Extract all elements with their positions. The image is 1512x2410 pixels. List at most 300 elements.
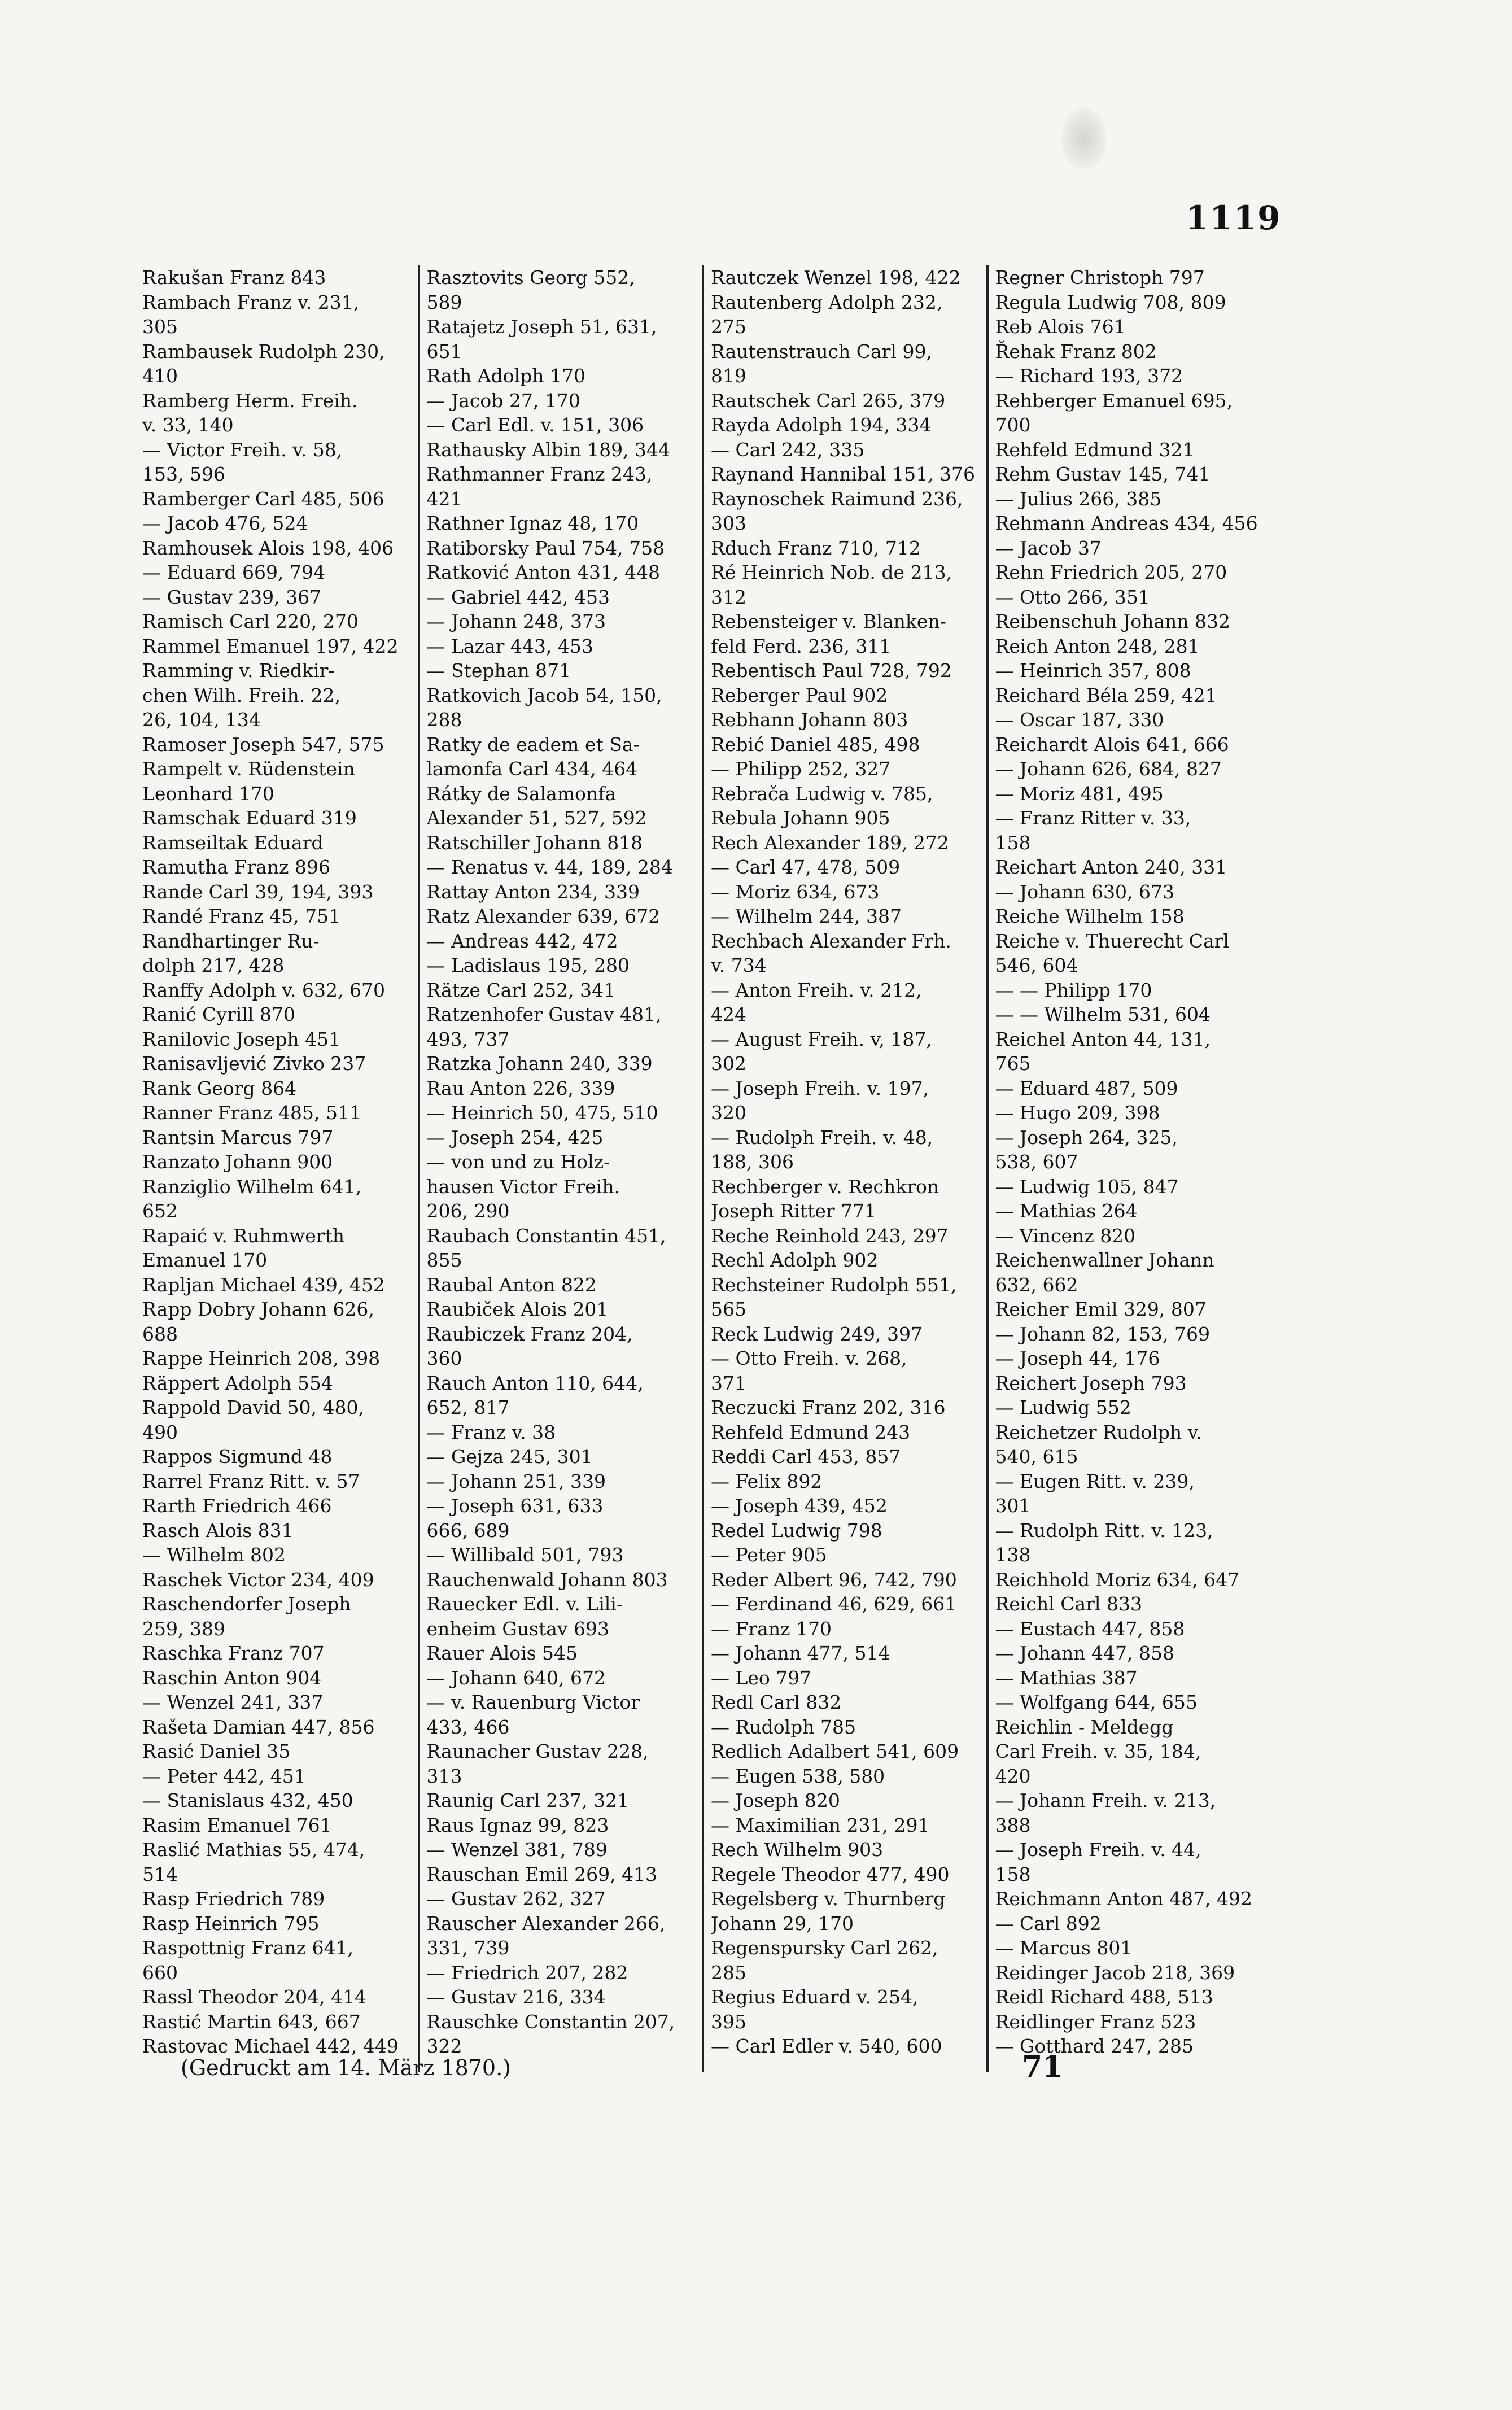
index-entry: Regelsberg v. Thurnberg bbox=[711, 1888, 946, 1910]
index-entry: — Joseph 44, 176 bbox=[995, 1347, 1160, 1369]
index-entry: Rehm Gustav 145, 741 bbox=[995, 463, 1211, 485]
index-entry: Ramming v. Riedkir- bbox=[142, 660, 335, 682]
index-entry: — Eduard 669, 794 bbox=[142, 561, 325, 583]
index-entry: Ratky de eadem et Sa- bbox=[426, 733, 640, 756]
index-entry: Reichert Joseph 793 bbox=[995, 1372, 1187, 1394]
index-entry: Reiche v. Thuerecht Carl bbox=[995, 929, 1229, 952]
index-entry: — Joseph Freih. v. 197, bbox=[711, 1077, 929, 1099]
index-entry: Rarrel Franz Ritt. v. 57 bbox=[142, 1470, 360, 1492]
index-entry: — Felix 892 bbox=[711, 1470, 823, 1492]
index-entry: — Mathias 387 bbox=[995, 1666, 1138, 1689]
index-entry: Rech Wilhelm 903 bbox=[711, 1839, 884, 1861]
index-entry: — Franz v. 38 bbox=[426, 1421, 556, 1443]
index-entry: Rauscher Alexander 266, bbox=[426, 1912, 666, 1935]
index-entry: — Gustav 262, 327 bbox=[426, 1888, 606, 1910]
index-entry: Rastovac Michael 442, 449 bbox=[142, 2035, 399, 2057]
index-entry: Leonhard 170 bbox=[142, 782, 274, 805]
index-entry: Ratschiller Johann 818 bbox=[426, 831, 643, 854]
index-entry: 540, 615 bbox=[995, 1446, 1078, 1468]
index-entry: Redlich Adalbert 541, 609 bbox=[711, 1740, 959, 1762]
index-column-2 bbox=[420, 265, 705, 2072]
index-entry: Rautenberg Adolph 232, bbox=[711, 291, 943, 313]
index-entry: Ratkovich Jacob 54, 150, bbox=[426, 684, 662, 706]
index-entry: Rechberger v. Rechkron bbox=[711, 1175, 939, 1198]
index-entry: — Johann 640, 672 bbox=[426, 1666, 606, 1689]
index-entry: 765 bbox=[995, 1053, 1031, 1075]
index-entry: — Ladislaus 195, 280 bbox=[426, 954, 630, 976]
index-entry: Carl Freih. v. 35, 184, bbox=[995, 1740, 1201, 1762]
index-entry: 259, 389 bbox=[142, 1617, 225, 1640]
index-entry: — Wolfgang 644, 655 bbox=[995, 1691, 1198, 1713]
index-entry: — Gotthard 247, 285 bbox=[995, 2035, 1194, 2057]
index-entry: Rebhann Johann 803 bbox=[711, 709, 908, 731]
index-entry: Rautschek Carl 265, 379 bbox=[711, 389, 946, 412]
index-entry: — Julius 266, 385 bbox=[995, 487, 1162, 510]
index-entry: Rauch Anton 110, 644, bbox=[426, 1372, 644, 1394]
index-entry: Raubal Anton 822 bbox=[426, 1273, 597, 1296]
index-entry: — Eduard 487, 509 bbox=[995, 1077, 1178, 1099]
index-column-1 bbox=[136, 265, 420, 2072]
index-entry: Raubiczek Franz 204, bbox=[426, 1322, 633, 1345]
index-entry: — — Philipp 170 bbox=[995, 979, 1152, 1001]
index-entry: — Oscar 187, 330 bbox=[995, 709, 1164, 731]
index-entry: Reichenwallner Johann bbox=[995, 1249, 1214, 1271]
index-entry: Rayda Adolph 194, 334 bbox=[711, 414, 932, 436]
index-entry: Raubach Constantin 451, bbox=[426, 1224, 666, 1247]
index-entry: — August Freih. v, 187, bbox=[711, 1028, 932, 1050]
index-entry: Reichart Anton 240, 331 bbox=[995, 856, 1227, 878]
index-entry: Emanuel 170 bbox=[142, 1249, 268, 1271]
index-entry: 305 bbox=[142, 316, 178, 338]
index-entry: Ranzato Johann 900 bbox=[142, 1151, 333, 1173]
index-entry: — Rudolph Freih. v. 48, bbox=[711, 1126, 933, 1149]
index-entry: Rasim Emanuel 761 bbox=[142, 1814, 332, 1836]
index-entry: 855 bbox=[426, 1249, 462, 1271]
index-entry: — Mathias 264 bbox=[995, 1200, 1138, 1222]
index-entry: 303 bbox=[711, 512, 746, 534]
index-entry: — Eugen Ritt. v. 239, bbox=[995, 1470, 1195, 1492]
index-entry: Rauschke Constantin 207, bbox=[426, 2010, 675, 2033]
index-entry: 285 bbox=[711, 1961, 746, 1984]
index-entry: Ratiborsky Paul 754, 758 bbox=[426, 536, 665, 559]
index-entry: Rech Alexander 189, 272 bbox=[711, 831, 949, 854]
index-entry: Rathausky Albin 189, 344 bbox=[426, 438, 671, 461]
index-entry: — Joseph 439, 452 bbox=[711, 1495, 888, 1517]
index-entry: — Joseph Freih. v. 44, bbox=[995, 1839, 1201, 1861]
index-entry: Reichel Anton 44, 131, bbox=[995, 1028, 1211, 1050]
index-entry: — Johann Freih. v. 213, bbox=[995, 1789, 1216, 1811]
index-entry: — Jacob 37 bbox=[995, 536, 1102, 559]
index-entry: chen Wilh. Freih. 22, bbox=[142, 684, 341, 706]
index-entry: — Marcus 801 bbox=[995, 1937, 1133, 1959]
index-entry: Reich Anton 248, 281 bbox=[995, 635, 1200, 657]
index-entry: Reder Albert 96, 742, 790 bbox=[711, 1568, 957, 1591]
index-entry: Rassl Theodor 204, 414 bbox=[142, 1986, 367, 2008]
index-entry: Rarth Friedrich 466 bbox=[142, 1495, 332, 1517]
index-entry: Alexander 51, 527, 592 bbox=[426, 807, 647, 829]
index-entry: 302 bbox=[711, 1053, 746, 1075]
index-entry: — Ludwig 105, 847 bbox=[995, 1175, 1179, 1198]
index-entry: Rašeta Damian 447, 856 bbox=[142, 1715, 375, 1738]
index-entry: — Willibald 501, 793 bbox=[426, 1544, 624, 1566]
index-entry: — Joseph 820 bbox=[711, 1789, 840, 1811]
index-entry: — Philipp 252, 327 bbox=[711, 758, 891, 780]
index-column-4 bbox=[989, 265, 1271, 2072]
index-entry: Rambausek Rudolph 230, bbox=[142, 340, 385, 363]
index-entry: Rastić Martin 643, 667 bbox=[142, 2010, 361, 2033]
index-column-3 bbox=[704, 265, 989, 2072]
index-entry: Raubiček Alois 201 bbox=[426, 1298, 609, 1320]
index-entry: Ré Heinrich Nob. de 213, bbox=[711, 561, 952, 583]
index-entry: 514 bbox=[142, 1863, 178, 1885]
index-entry: v. 734 bbox=[711, 954, 767, 976]
index-entry: 565 bbox=[711, 1298, 746, 1320]
index-entry: Reidl Richard 488, 513 bbox=[995, 1986, 1213, 2008]
index-entry: Ramseiltak Eduard bbox=[142, 831, 324, 854]
index-entry: — Hugo 209, 398 bbox=[995, 1102, 1160, 1124]
index-entry: 275 bbox=[711, 316, 746, 338]
index-entry: — Joseph 631, 633 bbox=[426, 1495, 604, 1517]
index-entry: Rauecker Edl. v. Lili- bbox=[426, 1593, 623, 1615]
index-entry: Řehak Franz 802 bbox=[995, 340, 1157, 363]
index-entry: Reb Alois 761 bbox=[995, 316, 1126, 338]
index-entry: Rande Carl 39, 194, 393 bbox=[142, 880, 374, 903]
index-entry: Rasp Friedrich 789 bbox=[142, 1888, 325, 1910]
printed-date-note: (Gedruckt am 14. März 1870.) bbox=[181, 2055, 512, 2080]
index-entry: Rakušan Franz 843 bbox=[142, 267, 326, 289]
index-entry: Rasztovits Georg 552, bbox=[426, 267, 635, 289]
index-entry: — von und zu Holz- bbox=[426, 1151, 610, 1173]
index-entry: Rehmann Andreas 434, 456 bbox=[995, 512, 1258, 534]
index-entry: 322 bbox=[426, 2035, 462, 2057]
index-entry: Raynand Hannibal 151, 376 bbox=[711, 463, 976, 485]
index-entry: Rau Anton 226, 339 bbox=[426, 1077, 615, 1099]
index-entry: 589 bbox=[426, 291, 462, 313]
index-entry: Raschendorfer Joseph bbox=[142, 1593, 351, 1615]
index-entry: Rapljan Michael 439, 452 bbox=[142, 1273, 385, 1296]
index-entry: Reczucki Franz 202, 316 bbox=[711, 1396, 946, 1418]
index-entry: 371 bbox=[711, 1372, 746, 1394]
index-entry: Johann 29, 170 bbox=[711, 1912, 854, 1935]
index-columns bbox=[136, 265, 1270, 2072]
index-entry: — Heinrich 50, 475, 510 bbox=[426, 1102, 658, 1124]
index-entry: 301 bbox=[995, 1495, 1031, 1517]
index-entry: — Peter 442, 451 bbox=[142, 1765, 306, 1787]
index-entry: Raus Ignaz 99, 823 bbox=[426, 1814, 609, 1836]
index-entry: — Johann 477, 514 bbox=[711, 1642, 890, 1664]
index-entry: Ramberger Carl 485, 506 bbox=[142, 487, 384, 510]
index-entry: Reiche Wilhelm 158 bbox=[995, 905, 1185, 927]
index-entry: Raschek Victor 234, 409 bbox=[142, 1568, 374, 1591]
index-entry: — Vincenz 820 bbox=[995, 1224, 1136, 1247]
index-entry: 312 bbox=[711, 586, 746, 608]
index-entry: — Carl 242, 335 bbox=[711, 438, 865, 461]
index-entry: 420 bbox=[995, 1765, 1031, 1787]
index-entry: Reicher Emil 329, 807 bbox=[995, 1298, 1207, 1320]
index-entry: — Otto 266, 351 bbox=[995, 586, 1150, 608]
index-entry: — Ferdinand 46, 629, 661 bbox=[711, 1593, 957, 1615]
index-entry: Rantsin Marcus 797 bbox=[142, 1126, 334, 1149]
index-entry: Rátky de Salamonfa bbox=[426, 782, 617, 805]
index-entry: Rebula Johann 905 bbox=[711, 807, 890, 829]
index-entry: — Andreas 442, 472 bbox=[426, 929, 618, 952]
index-entry: 493, 737 bbox=[426, 1028, 510, 1050]
index-entry: Reichhold Moriz 634, 647 bbox=[995, 1568, 1240, 1591]
index-entry: 188, 306 bbox=[711, 1151, 794, 1173]
index-entry: Rappos Sigmund 48 bbox=[142, 1446, 333, 1468]
index-entry: Ramhousek Alois 198, 406 bbox=[142, 536, 394, 559]
index-entry: — Maximilian 231, 291 bbox=[711, 1814, 930, 1836]
index-entry: Rebrača Ludwig v. 785, bbox=[711, 782, 933, 805]
index-entry: — Anton Freih. v. 212, bbox=[711, 979, 922, 1001]
index-entry: 538, 607 bbox=[995, 1151, 1078, 1173]
index-entry: Rautczek Wenzel 198, 422 bbox=[711, 267, 961, 289]
index-entry: Rehn Friedrich 205, 270 bbox=[995, 561, 1227, 583]
index-entry: — Peter 905 bbox=[711, 1544, 827, 1566]
index-entry: Ranić Cyrill 870 bbox=[142, 1003, 295, 1025]
index-entry: 395 bbox=[711, 2010, 746, 2033]
index-entry: — Wenzel 241, 337 bbox=[142, 1691, 324, 1713]
index-entry: Reichl Carl 833 bbox=[995, 1593, 1142, 1615]
index-entry: Raschka Franz 707 bbox=[142, 1642, 325, 1664]
index-entry: Reichardt Alois 641, 666 bbox=[995, 733, 1229, 756]
index-entry: Rautenstrauch Carl 99, bbox=[711, 340, 932, 363]
index-entry: Rapp Dobry Johann 626, bbox=[142, 1298, 374, 1320]
index-entry: 388 bbox=[995, 1814, 1031, 1836]
index-entry: 410 bbox=[142, 365, 178, 387]
index-entry: — Renatus v. 44, 189, 284 bbox=[426, 856, 673, 878]
index-entry: — Friedrich 207, 282 bbox=[426, 1961, 628, 1984]
index-entry: 652, 817 bbox=[426, 1396, 510, 1418]
index-entry: Reddi Carl 453, 857 bbox=[711, 1446, 901, 1468]
index-entry: Reichetzer Rudolph v. bbox=[995, 1421, 1202, 1443]
index-entry: Rduch Franz 710, 712 bbox=[711, 536, 921, 559]
index-entry: 26, 104, 134 bbox=[142, 709, 261, 731]
index-entry: Rapaić v. Ruhmwerth bbox=[142, 1224, 345, 1247]
index-entry: 313 bbox=[426, 1765, 462, 1787]
index-entry: — Jacob 476, 524 bbox=[142, 512, 308, 534]
index-entry: Rathner Ignaz 48, 170 bbox=[426, 512, 639, 534]
index-entry: — Johann 251, 339 bbox=[426, 1470, 606, 1492]
index-entry: — Johann 630, 673 bbox=[995, 880, 1174, 903]
index-entry: Reichard Béla 259, 421 bbox=[995, 684, 1217, 706]
index-entry: Rasić Daniel 35 bbox=[142, 1740, 291, 1762]
index-entry: 158 bbox=[995, 831, 1031, 854]
index-entry: Raunig Carl 237, 321 bbox=[426, 1789, 630, 1811]
index-entry: Ratzka Johann 240, 339 bbox=[426, 1053, 653, 1075]
index-entry: — Carl Edl. v. 151, 306 bbox=[426, 414, 644, 436]
index-entry: — Gustav 239, 367 bbox=[142, 586, 322, 608]
index-entry: — Wenzel 381, 789 bbox=[426, 1839, 608, 1861]
index-entry: Regenspursky Carl 262, bbox=[711, 1937, 938, 1959]
index-entry: 360 bbox=[426, 1347, 462, 1369]
index-entry: Reidlinger Franz 523 bbox=[995, 2010, 1196, 2033]
index-entry: — Johann 82, 153, 769 bbox=[995, 1322, 1210, 1345]
index-entry: Ramschak Eduard 319 bbox=[142, 807, 357, 829]
index-entry: — Wilhelm 802 bbox=[142, 1544, 286, 1566]
index-entry: — Franz 170 bbox=[711, 1617, 832, 1640]
index-entry: Reichlin - Meldegg bbox=[995, 1715, 1174, 1738]
index-entry: 700 bbox=[995, 414, 1031, 436]
index-entry: Rebić Daniel 485, 498 bbox=[711, 733, 920, 756]
index-entry: Rasp Heinrich 795 bbox=[142, 1912, 320, 1935]
index-entry: 153, 596 bbox=[142, 463, 225, 485]
sheet-signature: 71 bbox=[1022, 2050, 1063, 2084]
index-entry: Rechsteiner Rudolph 551, bbox=[711, 1273, 957, 1296]
index-entry: Rath Adolph 170 bbox=[426, 365, 586, 387]
index-entry: Rebensteiger v. Blanken- bbox=[711, 610, 946, 632]
index-entry: — Joseph 254, 425 bbox=[426, 1126, 604, 1149]
index-entry: Ratzenhofer Gustav 481, bbox=[426, 1003, 662, 1025]
index-entry: Regius Eduard v. 254, bbox=[711, 1986, 919, 2008]
index-entry: Ranziglio Wilhelm 641, bbox=[142, 1175, 362, 1198]
index-entry: dolph 217, 428 bbox=[142, 954, 285, 976]
index-entry: Rappold David 50, 480, bbox=[142, 1396, 364, 1418]
index-entry: Joseph Ritter 771 bbox=[711, 1200, 877, 1222]
index-entry: Raunacher Gustav 228, bbox=[426, 1740, 649, 1762]
index-entry: Rampelt v. Rüdenstein bbox=[142, 758, 355, 780]
index-entry: Raynoschek Raimund 236, bbox=[711, 487, 963, 510]
index-entry: Ramisch Carl 220, 270 bbox=[142, 610, 359, 632]
index-entry: Rätze Carl 252, 341 bbox=[426, 979, 616, 1001]
index-entry: — Carl Edler v. 540, 600 bbox=[711, 2035, 942, 2057]
index-entry: Redel Ludwig 798 bbox=[711, 1519, 882, 1542]
index-entry: Ratajetz Joseph 51, 631, bbox=[426, 316, 657, 338]
index-entry: Ranilovic Joseph 451 bbox=[142, 1028, 341, 1050]
index-entry: Raslić Mathias 55, 474, bbox=[142, 1839, 365, 1861]
index-entry: — Leo 797 bbox=[711, 1666, 812, 1689]
index-entry: — Richard 193, 372 bbox=[995, 365, 1183, 387]
index-entry: 331, 739 bbox=[426, 1937, 510, 1959]
index-entry: — — Wilhelm 531, 604 bbox=[995, 1003, 1211, 1025]
index-entry: — Johann 447, 858 bbox=[995, 1642, 1174, 1664]
index-entry: 546, 604 bbox=[995, 954, 1078, 976]
index-entry: 206, 290 bbox=[426, 1200, 510, 1222]
index-entry: 666, 689 bbox=[426, 1519, 510, 1542]
index-entry: v. 33, 140 bbox=[142, 414, 234, 436]
index-entry: Rehberger Emanuel 695, bbox=[995, 389, 1233, 412]
index-entry: Rathmanner Franz 243, bbox=[426, 463, 653, 485]
index-entry: 688 bbox=[142, 1322, 178, 1345]
index-entry: Rambach Franz v. 231, bbox=[142, 291, 360, 313]
index-entry: — Jacob 27, 170 bbox=[426, 389, 580, 412]
index-entry: 424 bbox=[711, 1003, 746, 1025]
index-entry: Ramoser Joseph 547, 575 bbox=[142, 733, 384, 756]
index-entry: — Wilhelm 244, 387 bbox=[711, 905, 902, 927]
index-entry: Ranisavljević Zivko 237 bbox=[142, 1053, 366, 1075]
index-entry: — Stanislaus 432, 450 bbox=[142, 1789, 353, 1811]
index-entry: — Ludwig 552 bbox=[995, 1396, 1131, 1418]
index-entry: Rammel Emanuel 197, 422 bbox=[142, 635, 399, 657]
index-entry: — Rudolph Ritt. v. 123, bbox=[995, 1519, 1213, 1542]
index-entry: — v. Rauenburg Victor bbox=[426, 1691, 640, 1713]
index-entry: 632, 662 bbox=[995, 1273, 1078, 1296]
index-entry: hausen Victor Freih. bbox=[426, 1175, 620, 1198]
index-entry: Regula Ludwig 708, 809 bbox=[995, 291, 1226, 313]
index-entry: Regner Christoph 797 bbox=[995, 267, 1205, 289]
index-entry: Regele Theodor 477, 490 bbox=[711, 1863, 950, 1885]
index-entry: Rechl Adolph 902 bbox=[711, 1249, 879, 1271]
index-entry: 660 bbox=[142, 1961, 178, 1984]
index-entry: Reche Reinhold 243, 297 bbox=[711, 1224, 949, 1247]
index-entry: 421 bbox=[426, 487, 462, 510]
index-entry: Reichmann Anton 487, 492 bbox=[995, 1888, 1253, 1910]
index-entry: — Heinrich 357, 808 bbox=[995, 660, 1191, 682]
index-entry: feld Ferd. 236, 311 bbox=[711, 635, 892, 657]
index-entry: Redl Carl 832 bbox=[711, 1691, 842, 1713]
index-entry: 652 bbox=[142, 1200, 178, 1222]
index-entry: — Moriz 481, 495 bbox=[995, 782, 1164, 805]
index-entry: — Eustach 447, 858 bbox=[995, 1617, 1185, 1640]
page-number: 1119 bbox=[1186, 199, 1282, 237]
index-entry: Randhartinger Ru- bbox=[142, 929, 320, 952]
index-entry: Raschin Anton 904 bbox=[142, 1666, 322, 1689]
index-entry: Reibenschuh Johann 832 bbox=[995, 610, 1231, 632]
index-entry: Reck Ludwig 249, 397 bbox=[711, 1322, 923, 1345]
index-entry: — Otto Freih. v. 268, bbox=[711, 1347, 907, 1369]
index-entry: Raspottnig Franz 641, bbox=[142, 1937, 354, 1959]
index-entry: 819 bbox=[711, 365, 746, 387]
paper-stain bbox=[1061, 107, 1107, 169]
index-entry: 490 bbox=[142, 1421, 178, 1443]
index-entry: Rauer Alois 545 bbox=[426, 1642, 578, 1664]
index-entry: Ranffy Adolph v. 632, 670 bbox=[142, 979, 386, 1001]
index-entry: Randé Franz 45, 751 bbox=[142, 905, 341, 927]
index-entry: — Moriz 634, 673 bbox=[711, 880, 880, 903]
index-entry: lamonfa Carl 434, 464 bbox=[426, 758, 638, 780]
index-entry: Ramberg Herm. Freih. bbox=[142, 389, 358, 412]
index-entry: 651 bbox=[426, 340, 462, 363]
index-entry: Ranner Franz 485, 511 bbox=[142, 1102, 362, 1124]
index-entry: Rebentisch Paul 728, 792 bbox=[711, 660, 952, 682]
index-entry: Räppert Adolph 554 bbox=[142, 1372, 333, 1394]
index-entry: 158 bbox=[995, 1863, 1031, 1885]
index-entry: Rattay Anton 234, 339 bbox=[426, 880, 640, 903]
index-entry: Rauschan Emil 269, 413 bbox=[426, 1863, 658, 1885]
index-entry: 433, 466 bbox=[426, 1715, 510, 1738]
index-entry: Ramutha Franz 896 bbox=[142, 856, 330, 878]
index-entry: — Gejza 245, 301 bbox=[426, 1446, 593, 1468]
index-entry: 138 bbox=[995, 1544, 1031, 1566]
index-entry: — Stephan 871 bbox=[426, 660, 571, 682]
index-entry: — Eugen 538, 580 bbox=[711, 1765, 885, 1787]
index-entry: — Carl 47, 478, 509 bbox=[711, 856, 901, 878]
index-entry: Rehfeld Edmund 321 bbox=[995, 438, 1195, 461]
index-entry: Rasch Alois 831 bbox=[142, 1519, 294, 1542]
index-entry: enheim Gustav 693 bbox=[426, 1617, 610, 1640]
index-entry: 288 bbox=[426, 709, 462, 731]
index-entry: Ratković Anton 431, 448 bbox=[426, 561, 660, 583]
index-entry: Rehfeld Edmund 243 bbox=[711, 1421, 911, 1443]
index-entry: Reberger Paul 902 bbox=[711, 684, 888, 706]
index-entry: Rank Georg 864 bbox=[142, 1077, 297, 1099]
index-entry: 320 bbox=[711, 1102, 746, 1124]
index-entry: Rappe Heinrich 208, 398 bbox=[142, 1347, 381, 1369]
index-entry: — Gustav 216, 334 bbox=[426, 1986, 606, 2008]
index-entry: — Victor Freih. v. 58, bbox=[142, 438, 343, 461]
index-entry: Ratz Alexander 639, 672 bbox=[426, 905, 661, 927]
index-entry: — Johann 626, 684, 827 bbox=[995, 758, 1222, 780]
index-entry: — Johann 248, 373 bbox=[426, 610, 606, 632]
index-entry: — Carl 892 bbox=[995, 1912, 1102, 1935]
index-entry: Reidinger Jacob 218, 369 bbox=[995, 1961, 1235, 1984]
index-entry: — Gabriel 442, 453 bbox=[426, 586, 610, 608]
index-entry: — Joseph 264, 325, bbox=[995, 1126, 1178, 1149]
index-entry: — Rudolph 785 bbox=[711, 1715, 856, 1738]
index-entry: — Lazar 443, 453 bbox=[426, 635, 593, 657]
index-entry: Rechbach Alexander Frh. bbox=[711, 929, 951, 952]
index-entry: Rauchenwald Johann 803 bbox=[426, 1568, 668, 1591]
